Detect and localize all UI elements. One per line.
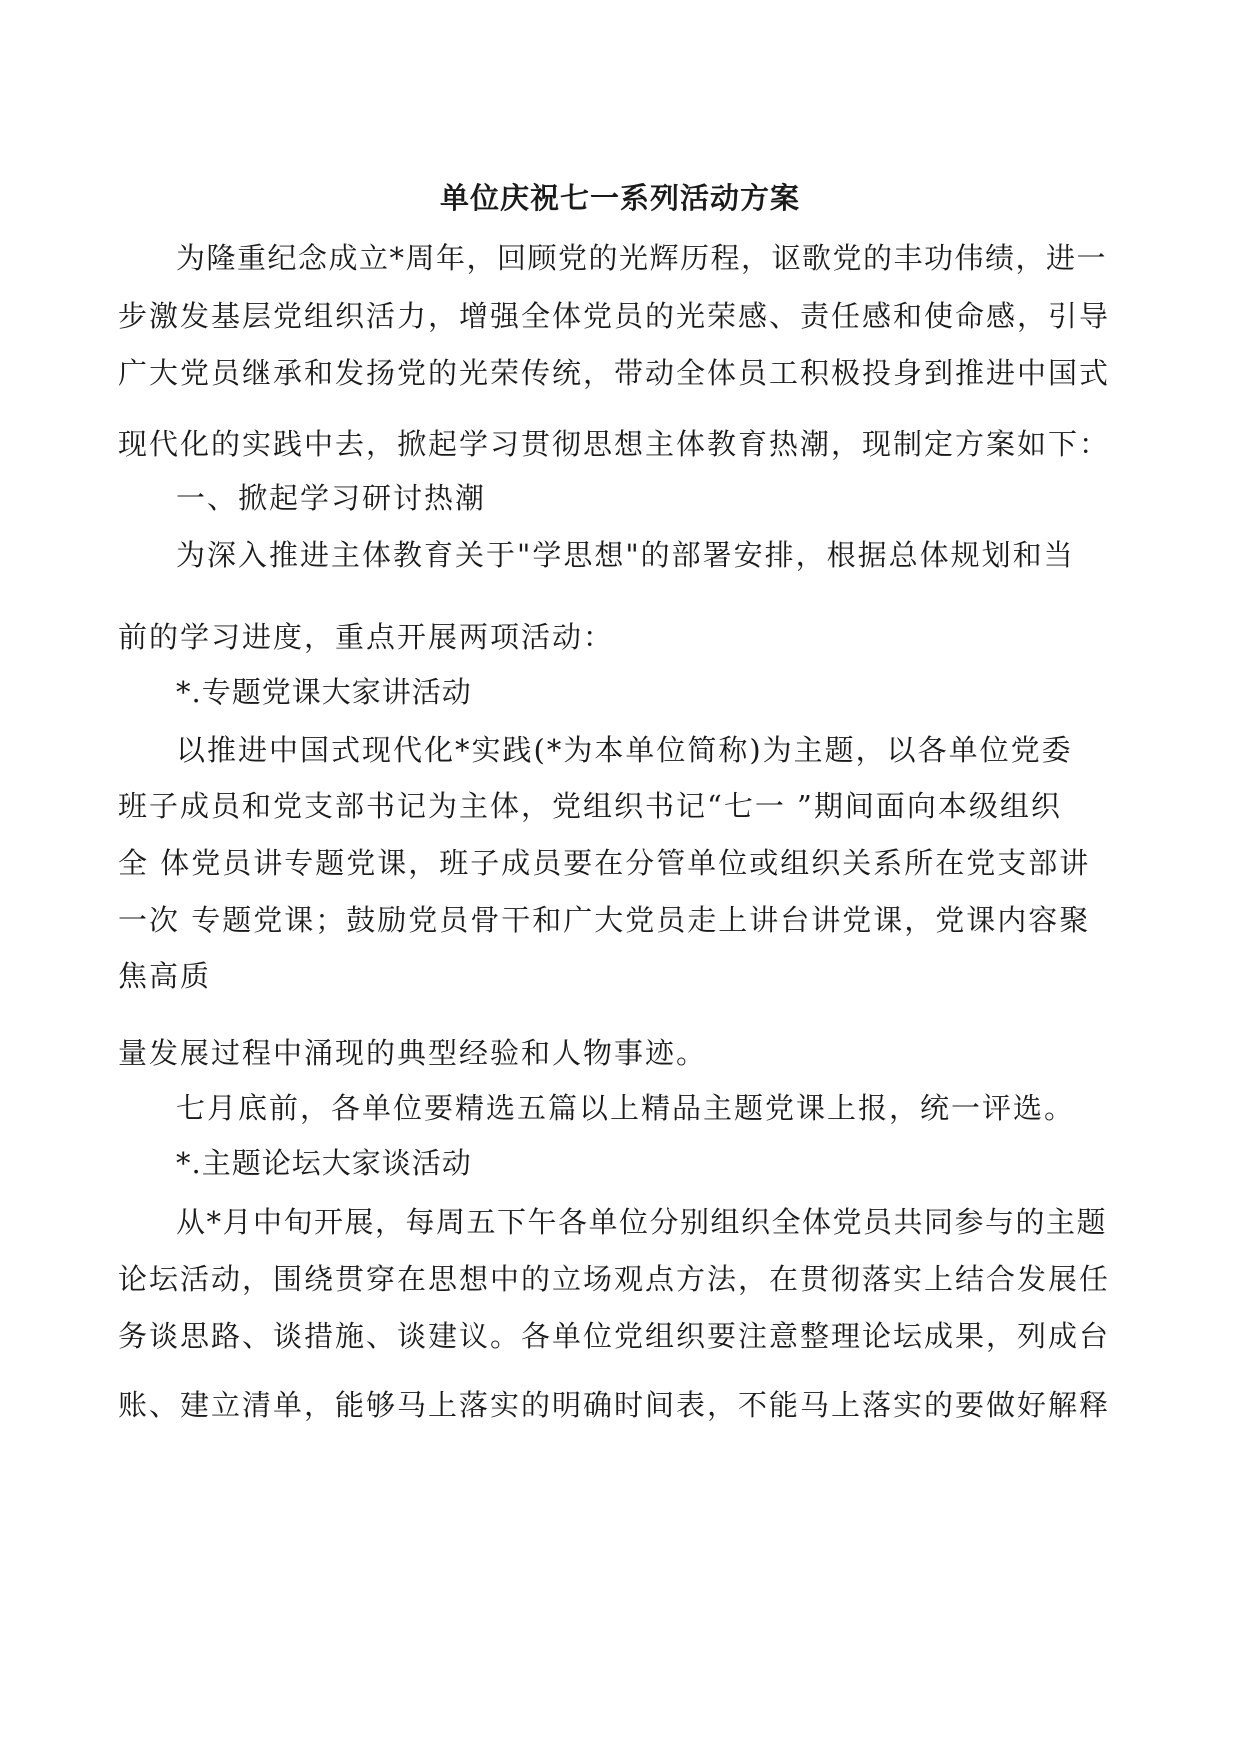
paragraph-line-s12-2: 论坛活动，围绕贯穿在思想中的立场观点方法，在贯彻落实上结合发展任	[118, 1262, 1111, 1296]
paragraph-line-s12-3: 务谈思路、谈措施、谈建议。各单位党组织要注意整理论坛成果，列成台	[118, 1319, 1111, 1353]
paragraph-line-intro-3: 广大党员继承和发扬党的光荣传统，带动全体员工积极投身到推进中国式	[118, 356, 1111, 390]
paragraph-line-s1-1: 为深入推进主体教育关于"学思想"的部署安排，根据总体规划和当	[176, 538, 1075, 572]
paragraph-line-intro-4: 现代化的实践中去，掀起学习贯彻思想主体教育热潮，现制定方案如下：	[118, 427, 1111, 461]
paragraph-line-s12-4: 账、建立清单，能够马上落实的明确时间表，不能马上落实的要做好解释	[118, 1388, 1111, 1422]
paragraph-line-s11-5: 焦高质	[118, 959, 212, 993]
sub-heading-2: *.主题论坛大家谈活动	[176, 1146, 472, 1180]
paragraph-line-s11-4: 一次 专题党课；鼓励党员骨干和广大党员走上讲台讲党课，党课内容聚	[118, 903, 1091, 937]
paragraph-line-s11-6: 量发展过程中涌现的典型经验和人物事迹。	[118, 1036, 708, 1070]
paragraph-line-s11-2: 班子成员和党支部书记为主体，党组织书记“七一 ”期间面向本级组织	[118, 789, 1062, 823]
sub-heading-1: *.专题党课大家讲活动	[176, 675, 472, 709]
document-title: 单位庆祝七一系列活动方案	[439, 181, 800, 215]
section-heading-1: 一、掀起学习研讨热潮	[176, 481, 487, 515]
paragraph-line-s1-2: 前的学习进度，重点开展两项活动：	[118, 620, 615, 654]
paragraph-line-intro-2: 步激发基层党组织活力，增强全体党员的光荣感、责任感和使命感，引导	[118, 299, 1111, 333]
paragraph-line-s11-7: 七月底前，各单位要精选五篇以上精品主题党课上报，统一评选。	[176, 1091, 1076, 1125]
paragraph-line-s11-1: 以推进中国式现代化*实践(*为本单位简称)为主题，以各单位党委	[176, 733, 1073, 767]
paragraph-line-s12-1: 从*月中旬开展，每周五下午各单位分别组织全体党员共同参与的主题	[176, 1205, 1108, 1239]
paragraph-line-s11-3: 全 体党员讲专题党课，班子成员要在分管单位或组织关系所在党支部讲	[118, 846, 1091, 880]
paragraph-line-intro-1: 为隆重纪念成立*周年，回顾党的光辉历程，讴歌党的丰功伟绩，进一	[176, 241, 1108, 275]
